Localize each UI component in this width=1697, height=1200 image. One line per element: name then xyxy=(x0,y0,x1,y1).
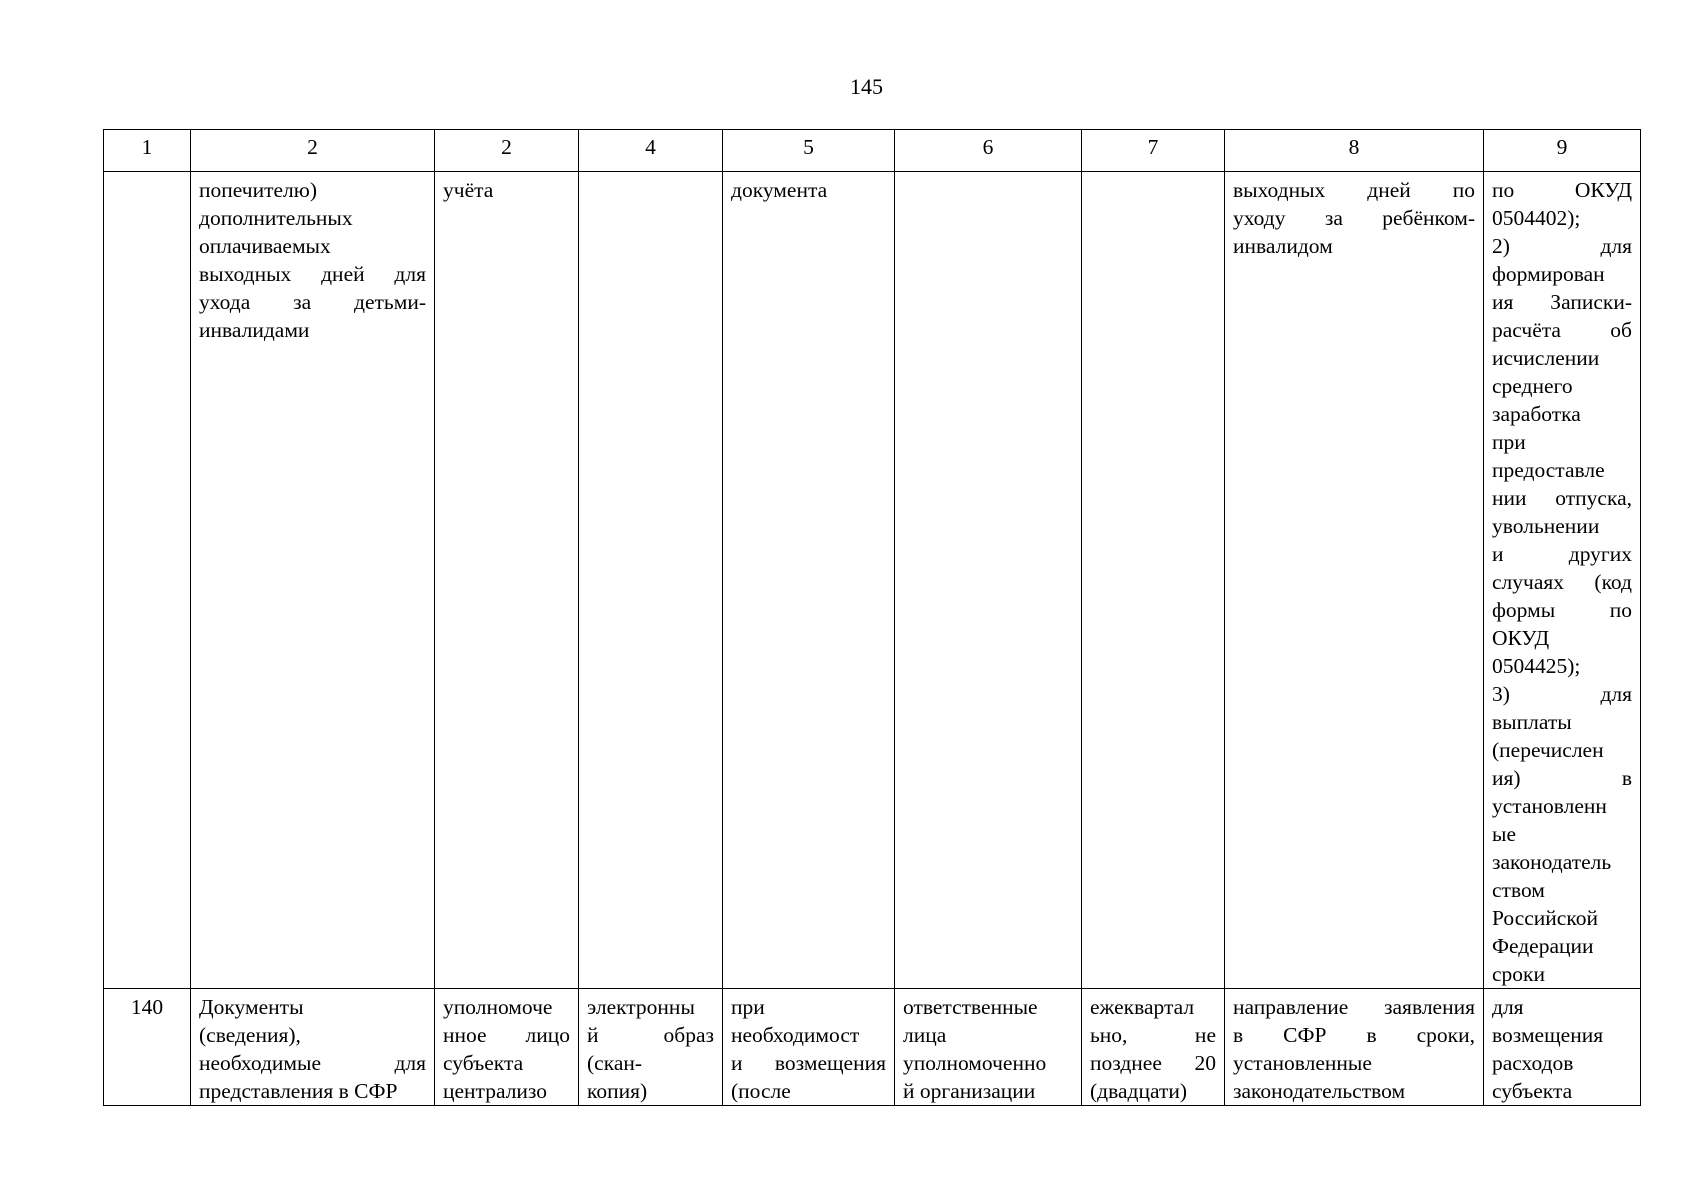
table-cell xyxy=(435,172,579,989)
cell-text-line: (двадцати) xyxy=(1090,1079,1188,1103)
table-cell xyxy=(435,989,579,1106)
column-number: 7 xyxy=(1082,130,1225,172)
cell-text-line: ежеквартал xyxy=(1090,995,1195,1019)
table-cell xyxy=(1484,989,1641,1106)
cell-text-line: в СФР в сроки, xyxy=(1233,1023,1475,1047)
column-number: 5 xyxy=(723,130,895,172)
cell-text-line: необходимост xyxy=(731,1023,860,1047)
cell-text-line: уполномоченно xyxy=(903,1051,1047,1075)
cell-text-line: ьно, не xyxy=(1090,1023,1216,1047)
table-cell xyxy=(579,989,723,1106)
cell-text-line: й образ xyxy=(587,1023,714,1047)
cell-text-line: расчёта об xyxy=(1492,318,1632,342)
cell-text-line: 2) для xyxy=(1492,234,1632,258)
cell-text-line: копия) xyxy=(587,1079,648,1103)
cell-text-line: ством xyxy=(1492,878,1545,902)
cell-text-line: документа xyxy=(731,178,828,202)
table-cell xyxy=(579,172,723,989)
cell-text-line: установленн xyxy=(1492,794,1607,818)
column-number: 9 xyxy=(1484,130,1641,172)
cell-text-line: уходу за ребёнком- xyxy=(1233,206,1475,230)
table-cell xyxy=(895,989,1082,1106)
cell-text-line: возмещения xyxy=(1492,1023,1604,1047)
cell-text-line: Документы xyxy=(199,995,304,1019)
cell-text-line: (после xyxy=(731,1079,791,1103)
cell-text-line: законодатель xyxy=(1492,850,1612,874)
cell-text-line: нное лицо xyxy=(443,1023,570,1047)
cell-text-line: уполномоче xyxy=(443,995,553,1019)
cell-text-line: представления в СФР xyxy=(199,1079,398,1103)
cell-text-line: субъекта xyxy=(1492,1079,1573,1103)
column-number: 6 xyxy=(895,130,1082,172)
cell-text-line: и других xyxy=(1492,542,1632,566)
page-number: 145 xyxy=(850,74,883,99)
document-table xyxy=(103,129,1641,1106)
cell-text-line: среднего xyxy=(1492,374,1573,398)
cell-text-line: выходных дней для xyxy=(199,262,426,286)
table-cell xyxy=(1484,172,1641,989)
cell-text-line: и возмещения xyxy=(731,1051,886,1075)
cell-text-line: ОКУД xyxy=(1492,626,1550,650)
column-number-row xyxy=(104,130,1641,172)
row-number: 140 xyxy=(104,989,191,1106)
cell-text-line: 0504402); xyxy=(1492,206,1581,230)
column-number: 4 xyxy=(579,130,723,172)
cell-text-line: позднее 20 xyxy=(1090,1051,1216,1075)
cell-text-line: попечителю) xyxy=(199,178,317,202)
cell-text-line: заработка xyxy=(1492,402,1581,426)
column-number: 2 xyxy=(435,130,579,172)
cell-text-line: субъекта xyxy=(443,1051,524,1075)
cell-text-line: (скан- xyxy=(587,1051,643,1075)
cell-text-line: оплачиваемых xyxy=(199,234,331,258)
cell-text-line: ые xyxy=(1492,822,1516,846)
cell-text-line: централизо xyxy=(443,1079,548,1103)
table-row-continuation xyxy=(104,172,1641,989)
cell-text-line: для xyxy=(1492,995,1524,1019)
table-cell xyxy=(1082,172,1225,989)
cell-text-line: инвалидом xyxy=(1233,234,1333,258)
cell-text-line: электронны xyxy=(587,995,695,1019)
cell-text-line: предоставле xyxy=(1492,458,1605,482)
table-cell xyxy=(1225,989,1484,1106)
table-cell xyxy=(895,172,1082,989)
table-cell xyxy=(1082,989,1225,1106)
cell-text-line: 0504425); xyxy=(1492,654,1581,678)
table-cell xyxy=(191,172,435,989)
cell-text-line: Федерации xyxy=(1492,934,1594,958)
cell-text-line: учёта xyxy=(443,178,494,202)
table-row-140 xyxy=(104,989,1641,1106)
table-cell xyxy=(723,172,895,989)
table-cell xyxy=(1225,172,1484,989)
cell-text-line: установленные xyxy=(1233,1051,1372,1075)
cell-text-line: ия Записки- xyxy=(1492,290,1632,314)
cell-text-line: случаях (код xyxy=(1492,570,1632,594)
table-cell xyxy=(104,172,191,989)
cell-text-line: сроки xyxy=(1492,962,1545,986)
cell-text-line: ответственные xyxy=(903,995,1038,1019)
column-number: 2 xyxy=(191,130,435,172)
cell-text-line: ухода за детьми- xyxy=(199,290,426,314)
cell-text-line: нии отпуска, xyxy=(1492,486,1632,510)
cell-text-line: выходных дней по xyxy=(1233,178,1475,202)
cell-text-line: лица xyxy=(903,1023,947,1047)
table-cell xyxy=(191,989,435,1106)
cell-text-line: при xyxy=(1492,430,1526,454)
cell-text-line: исчислении xyxy=(1492,346,1600,370)
cell-text-line: законодательством xyxy=(1233,1079,1406,1103)
cell-text-line: при xyxy=(731,995,765,1019)
cell-text-line: дополнительных xyxy=(199,206,353,230)
column-number: 1 xyxy=(104,130,191,172)
cell-text-line: выплаты xyxy=(1492,710,1572,734)
cell-text-line: (сведения), xyxy=(199,1023,301,1047)
cell-text-line: инвалидами xyxy=(199,318,310,342)
cell-text-line: по ОКУД xyxy=(1492,178,1632,202)
cell-text-line: расходов xyxy=(1492,1051,1574,1075)
cell-text-line: ия) в xyxy=(1492,766,1632,790)
cell-text-line: необходимые для xyxy=(199,1051,426,1075)
column-number: 8 xyxy=(1225,130,1484,172)
cell-text-line: направление заявления xyxy=(1233,995,1475,1019)
cell-text-line: формы по xyxy=(1492,598,1632,622)
cell-text-line: формирован xyxy=(1492,262,1605,286)
cell-text-line: Российской xyxy=(1492,906,1598,930)
table-cell xyxy=(723,989,895,1106)
cell-text-line: (перечислен xyxy=(1492,738,1604,762)
cell-text-line: й организации xyxy=(903,1079,1036,1103)
cell-text-line: 3) для xyxy=(1492,682,1632,706)
cell-text-line: увольнении xyxy=(1492,514,1600,538)
